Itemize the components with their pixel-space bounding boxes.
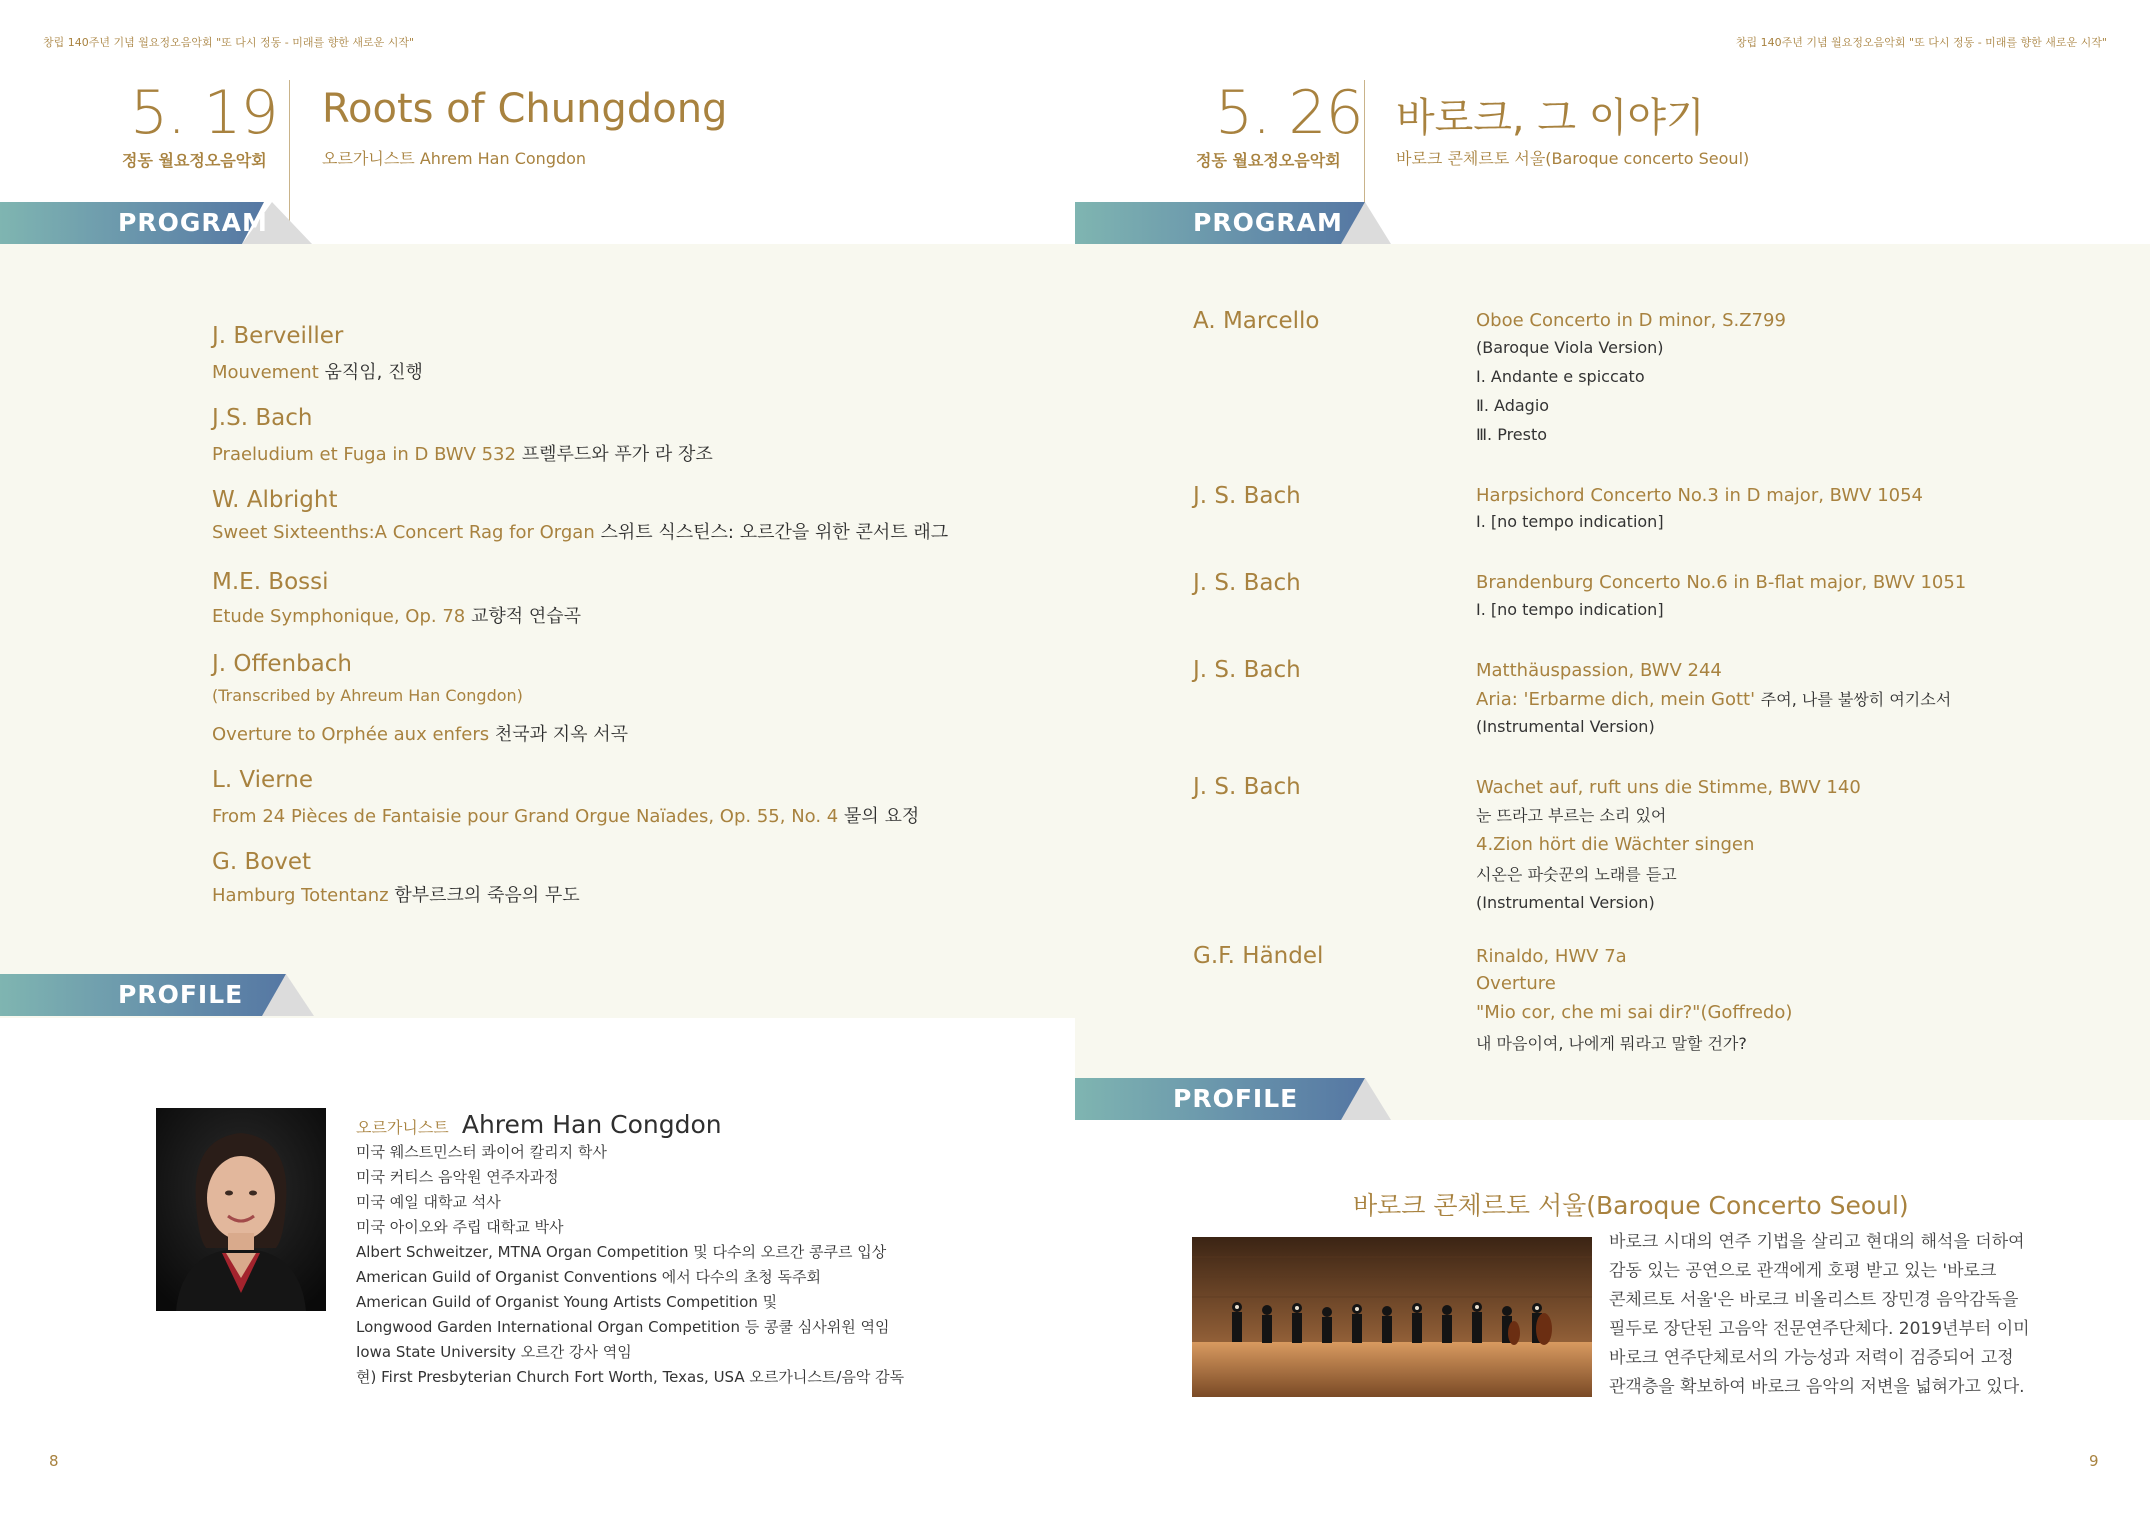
work-line: (Instrumental Version) <box>1476 717 1655 736</box>
bio-line: 미국 커티스 음악원 연주자과정 <box>356 1168 559 1186</box>
work-title: Harpsichord Concerto No.3 in D major, BWV 1054 <box>1476 485 1924 506</box>
profile-label: PROFILE <box>1173 1084 1299 1113</box>
program-label: PROGRAM <box>118 208 268 237</box>
work-title: Hamburg Totentanz 함부르크의 죽음의 무도 <box>212 885 580 906</box>
work-title: Rinaldo, HWV 7a <box>1476 946 1627 967</box>
bio-line: 미국 예일 대학교 석사 <box>356 1193 501 1211</box>
work-title: Mouvement 움직임, 진행 <box>212 362 423 383</box>
composer-name: A. Marcello <box>1193 308 1320 334</box>
ensemble-photo <box>1192 1237 1592 1397</box>
page-number-right: 9 <box>2089 1452 2099 1470</box>
portrait-image <box>156 1108 326 1311</box>
composer-name: J. S. Bach <box>1193 774 1301 800</box>
desc-line: 바로크 시대의 연주 기법을 살리고 현대의 해석을 더하여 <box>1609 1232 2025 1252</box>
work-title: Sweet Sixteenths:A Concert Rag for Organ 스위트 식스틴스: 오르간을 위한 콘서트 래그 <box>212 522 949 543</box>
page-number-left: 8 <box>49 1452 59 1470</box>
organist-portrait <box>156 1108 326 1311</box>
work-line: 내 마음이여, 나에게 뭐라고 말할 건가? <box>1476 1034 1747 1053</box>
ensemble-description <box>1609 1228 2030 1402</box>
composer-name: J.S. Bach <box>212 405 313 431</box>
movement-line: Ⅲ. Presto <box>1476 425 1548 444</box>
composer-name: J. S. Bach <box>1193 657 1301 683</box>
header-note-right: 창립 140주년 기념 월요정오음악회 "또 다시 정동 - 미래를 향한 새로운 시작" <box>1735 36 2107 49</box>
concert-title: Roots of Chungdong <box>322 86 728 132</box>
program-label: PROGRAM <box>1193 208 1343 237</box>
composer-name: G.F. Händel <box>1193 943 1324 969</box>
profile-role: 오르가니스트 <box>356 1118 449 1137</box>
work-line: (Instrumental Version) <box>1476 893 1655 912</box>
concert-date: 5. 19 <box>130 78 278 148</box>
program-band <box>1075 202 1390 244</box>
work-title: From 24 Pièces de Fantaisie pour Grand Orgue Naïades, Op. 55, No. 4 물의 요정 <box>212 806 920 827</box>
bio-line: Iowa State University 오르간 강사 역임 <box>356 1343 632 1361</box>
profile-name: Ahrem Han Congdon <box>461 1110 722 1139</box>
work-line: 눈 뜨라고 부르는 소리 있어 <box>1476 806 1667 825</box>
ensemble-name: 바로크 콘체르토 서울(Baroque Concerto Seoul) <box>1353 1191 1909 1220</box>
composer-name: M.E. Bossi <box>212 569 329 595</box>
work-line: "Mio cor, che mi sai dir?"(Goffredo) <box>1476 1002 1793 1023</box>
composer-name: J. S. Bach <box>1193 570 1301 596</box>
work-line: 시온은 파숫꾼의 노래를 듣고 <box>1476 865 1677 884</box>
aria-line: Aria: 'Erbarme dich, mein Gott' 주여, 나를 불쌍히 여기소서 <box>1476 689 1952 710</box>
work-title: Wachet auf, ruft uns die Stimme, BWV 140 <box>1476 777 1861 798</box>
work-title: Overture to Orphée aux enfers 천국과 지옥 서곡 <box>212 724 629 745</box>
work-title: Matthäuspassion, BWV 244 <box>1476 660 1722 681</box>
composer-name: J. S. Bach <box>1193 483 1301 509</box>
work-title: Brandenburg Concerto No.6 in B-flat major, BWV 1051 <box>1476 572 1967 593</box>
work-title: Oboe Concerto in D minor, S.Z799 <box>1476 310 1786 331</box>
composer-name: J. Berveiller <box>212 323 344 349</box>
ensemble-image <box>1192 1237 1592 1397</box>
composer-name: G. Bovet <box>212 849 312 875</box>
bio-line: Albert Schweitzer, MTNA Organ Competition 및 다수의 오르간 콩쿠르 입상 <box>356 1243 887 1261</box>
work-title: Etude Symphonique, Op. 78 교향적 연습곡 <box>212 606 582 627</box>
profile-bio <box>356 1140 904 1390</box>
concert-date: 5. 26 <box>1215 78 1363 148</box>
header-note-left: 창립 140주년 기념 월요정오음악회 "또 다시 정동 - 미래를 향한 새로운 시작" <box>43 36 415 49</box>
desc-line: 관객층을 확보하여 바로크 음악의 저변을 넓혀가고 있다. <box>1609 1377 2025 1397</box>
bio-line: 미국 웨스트민스터 콰이어 칼리지 학사 <box>356 1143 607 1161</box>
concert-performer: 바로크 콘체르토 서울(Baroque concerto Seoul) <box>1396 149 1750 168</box>
bio-line: American Guild of Organist Conventions 에서 다수의 초청 독주회 <box>356 1268 821 1286</box>
profile-heading <box>356 1110 722 1139</box>
movement-line: Ⅰ. Andante e spiccato <box>1476 367 1645 386</box>
concert-performer: 오르가니스트 Ahrem Han Congdon <box>322 149 587 168</box>
work-line: Overture <box>1476 973 1556 994</box>
profile-label: PROFILE <box>118 980 244 1009</box>
concert-series: 정동 월요정오음악회 <box>122 151 267 170</box>
composer-name: W. Albright <box>212 487 338 513</box>
bio-line: 미국 아이오와 주립 대학교 박사 <box>356 1218 564 1236</box>
movement-line: Ⅰ. [no tempo indication] <box>1476 512 1664 531</box>
concert-series: 정동 월요정오음악회 <box>1196 151 1341 170</box>
desc-line: 감동 있는 공연으로 관객에게 호평 받고 있는 '바로크 <box>1609 1261 1997 1281</box>
work-line: (Baroque Viola Version) <box>1476 338 1664 357</box>
composer-name: L. Vierne <box>212 767 313 793</box>
bio-line: 현) First Presbyterian Church Fort Worth, Texas, USA 오르가니스트/음악 감독 <box>356 1368 905 1386</box>
desc-line: 바로크 연주단체로서의 가능성과 저력이 검증되어 고정 <box>1609 1348 2014 1368</box>
movement-line: Ⅱ. Adagio <box>1476 396 1550 415</box>
bio-line: American Guild of Organist Young Artists Competition 및 <box>356 1293 778 1311</box>
desc-line: 콘체르토 서울'은 바로크 비올리스트 장민경 음악감독을 <box>1609 1290 2019 1310</box>
work-title: 4.Zion hört die Wächter singen <box>1476 834 1755 855</box>
bio-line: Longwood Garden International Organ Competition 등 콩쿨 심사위원 역임 <box>356 1318 890 1336</box>
profile-band <box>1075 1078 1390 1120</box>
work-note: (Transcribed by Ahreum Han Congdon) <box>212 686 523 705</box>
composer-name: J. Offenbach <box>212 651 352 677</box>
program-band <box>0 202 315 244</box>
desc-line: 필두로 장단된 고음악 전문연주단체다. 2019년부터 이미 <box>1609 1319 2030 1339</box>
work-title: Praeludium et Fuga in D BWV 532 프렐루드와 푸가 라 장조 <box>212 444 713 465</box>
profile-band <box>0 974 315 1016</box>
movement-line: Ⅰ. [no tempo indication] <box>1476 600 1664 619</box>
concert-title: 바로크, 그 이야기 <box>1396 95 1705 141</box>
